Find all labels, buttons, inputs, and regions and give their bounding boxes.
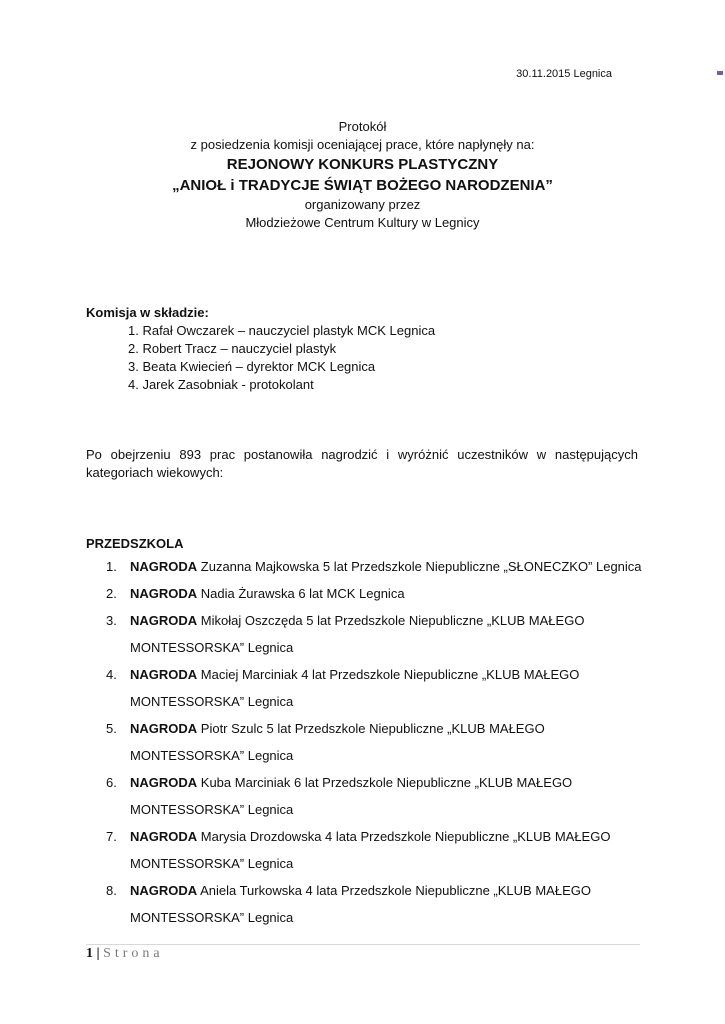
award-prize: NAGRODA <box>130 883 198 898</box>
award-prize: NAGRODA <box>130 667 198 682</box>
award-number: 2. <box>106 586 117 601</box>
award-number: 3. <box>106 613 117 628</box>
edge-marker <box>717 71 723 75</box>
award-number: 4. <box>106 667 117 682</box>
award-item <box>86 661 646 715</box>
committee-member: 4. Jarek Zasobniak - protokolant <box>128 377 314 392</box>
award-text: Kuba Marciniak 6 lat Przedszkole Niepubliczne „KLUB MAŁEGO MONTESSORSKA” Legnica <box>130 775 573 817</box>
award-item <box>86 580 646 607</box>
award-number: 1. <box>106 559 117 574</box>
award-text: Aniela Turkowska 4 lata Przedszkole Niepubliczne „KLUB MAŁEGO MONTESSORSKA” Legnica <box>130 883 591 925</box>
award-item <box>86 823 646 877</box>
award-prize: NAGRODA <box>130 721 198 736</box>
award-number: 5. <box>106 721 117 736</box>
award-prize: NAGRODA <box>130 829 198 844</box>
award-item <box>86 607 646 661</box>
award-item <box>86 715 646 769</box>
award-number: 6. <box>106 775 117 790</box>
award-text: Mikołaj Oszczęda 5 lat Przedszkole Niepubliczne „KLUB MAŁEGO MONTESSORSKA” Legnica <box>130 613 585 655</box>
contest-theme: „ANIOŁ i TRADYCJE ŚWIĄT BOŻEGO NARODZENIA” <box>172 177 553 194</box>
page-number: 1 <box>86 946 93 961</box>
committee-member: 1. Rafał Owczarek – nauczyciel plastyk MCK Legnica <box>128 323 436 338</box>
award-text: Nadia Żurawska 6 lat MCK Legnica <box>197 586 405 601</box>
award-prize: NAGRODA <box>130 559 198 574</box>
intro-paragraph: Po obejrzeniu 893 prac postanowiła nagrodzić i wyróżnić uczestników w następujących kategoriach wiekowych: <box>86 447 638 480</box>
award-item <box>86 553 646 580</box>
committee-heading: Komisja w składzie: <box>86 305 209 320</box>
award-number: 8. <box>106 883 117 898</box>
award-text: Maciej Marciniak 4 lat Przedszkole Niepubliczne „KLUB MAŁEGO MONTESSORSKA” Legnica <box>130 667 580 709</box>
footer-separator: | <box>93 946 104 961</box>
header-organized-by: organizowany przez <box>304 197 421 212</box>
award-item <box>86 877 646 931</box>
footer-page-word: Strona <box>103 946 164 961</box>
committee-member: 3. Beata Kwiecień – dyrektor MCK Legnica <box>128 359 376 374</box>
category-title: PRZEDSZKOLA <box>86 536 184 551</box>
document-header <box>0 118 725 232</box>
page-footer <box>86 946 164 962</box>
footer-divider <box>86 944 640 945</box>
award-prize: NAGRODA <box>130 613 198 628</box>
award-text: Zuzanna Majkowska 5 lat Przedszkole Niepubliczne „SŁONECZKO” Legnica <box>197 559 642 574</box>
header-subtitle: z posiedzenia komisji oceniającej prace, które napłynęły na: <box>190 137 535 152</box>
contest-name: REJONOWY KONKURS PLASTYCZNY <box>226 156 499 173</box>
awards-list <box>86 553 646 931</box>
committee-member: 2. Robert Tracz – nauczyciel plastyk <box>128 341 337 356</box>
award-prize: NAGRODA <box>130 586 198 601</box>
award-item <box>86 769 646 823</box>
award-prize: NAGRODA <box>130 775 198 790</box>
award-number: 7. <box>106 829 117 844</box>
header-protocol: Protokół <box>338 119 387 134</box>
committee-section <box>86 304 435 394</box>
committee-list <box>86 322 435 394</box>
header-organizer: Młodzieżowe Centrum Kultury w Legnicy <box>245 215 480 230</box>
document-date: 30.11.2015 Legnica <box>516 68 612 80</box>
award-text: Marysia Drozdowska 4 lata Przedszkole Niepubliczne „KLUB MAŁEGO MONTESSORSKA” Legnica <box>130 829 611 871</box>
award-text: Piotr Szulc 5 lat Przedszkole Niepubliczne „KLUB MAŁEGO MONTESSORSKA” Legnica <box>130 721 545 763</box>
